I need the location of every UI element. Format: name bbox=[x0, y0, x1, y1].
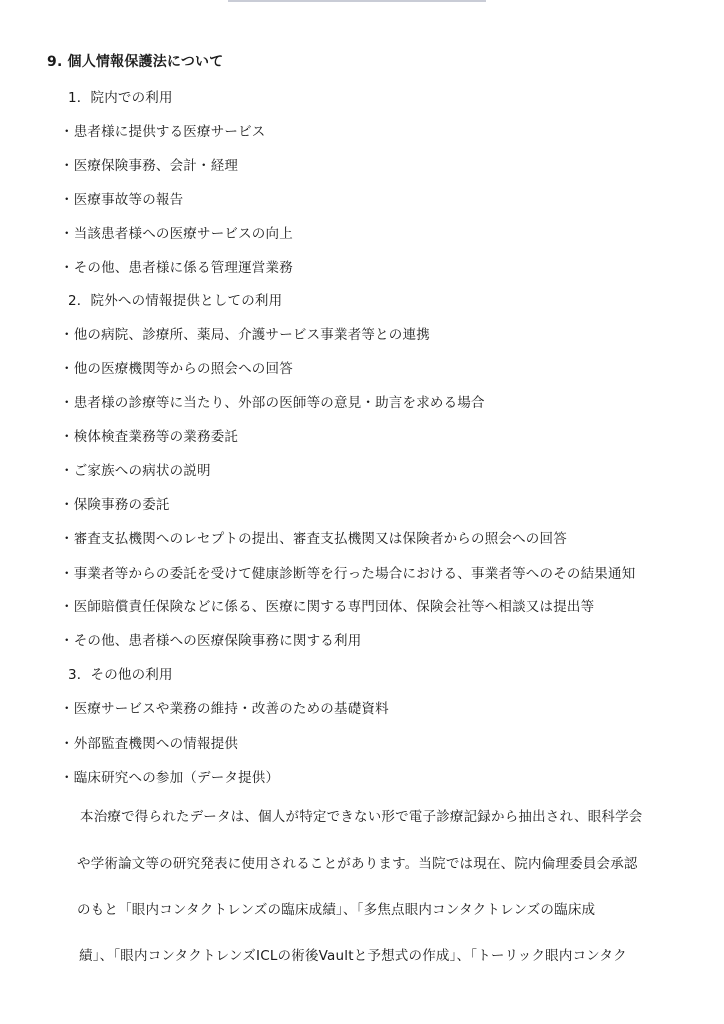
list-item: ・審査支払機関へのレセプトの提出、審査支払機関又は保険者からの照会への回答 bbox=[60, 531, 567, 547]
list-item: ・外部監査機関への情報提供 bbox=[60, 736, 239, 752]
paragraph-line: や学術論文等の研究発表に使用されることがあります。当院では現在、院内倫理委員会承認 bbox=[77, 856, 638, 872]
list-item: ・医療事故等の報告 bbox=[60, 192, 184, 208]
list-item: ・保険事務の委託 bbox=[60, 497, 170, 513]
list-item: ・当該患者様への医療サービスの向上 bbox=[60, 226, 293, 242]
subsection-heading-1: 1．院内での利用 bbox=[68, 90, 173, 106]
list-item: ・医師賠償責任保険などに係る、医療に関する専門団体、保険会社等へ相談又は提出等 bbox=[60, 599, 595, 615]
subsection-heading-3: 3．その他の利用 bbox=[68, 667, 173, 683]
scan-edge-line bbox=[228, 0, 486, 2]
section-title: 9. 個人情報保護法について bbox=[47, 54, 224, 70]
list-item: ・医療保険事務、会計・経理 bbox=[60, 158, 239, 174]
paragraph-line: のもと「眼内コンタクトレンズの臨床成績」、「多焦点眼内コンタクトレンズの臨床成 bbox=[77, 902, 596, 918]
list-item: ・検体検査業務等の業務委託 bbox=[60, 429, 239, 445]
paragraph-line: 本治療で得られたデータは、個人が特定できない形で電子診療記録から抽出され、眼科学会 bbox=[80, 809, 643, 825]
paragraph-line: 績」、「眼内コンタクトレンズICLの術後Vaultと予想式の作成」、「トーリック眼内コンタク bbox=[79, 948, 627, 964]
list-item: ・他の病院、診療所、薬局、介護サービス事業者等との連携 bbox=[60, 327, 430, 343]
subsection-heading-2: 2．院外への情報提供としての利用 bbox=[68, 293, 283, 309]
list-item: ・患者様の診療等に当たり、外部の医師等の意見・助言を求める場合 bbox=[60, 395, 485, 411]
list-item: ・その他、患者様への医療保険事務に関する利用 bbox=[60, 633, 362, 649]
list-item: ・臨床研究への参加（データ提供） bbox=[60, 770, 280, 786]
list-item: ・事業者等からの委託を受けて健康診断等を行った場合における、事業者等へのその結果通知 bbox=[60, 566, 636, 582]
list-item: ・その他、患者様に係る管理運営業務 bbox=[60, 260, 293, 276]
list-item: ・他の医療機関等からの照会への回答 bbox=[60, 361, 293, 377]
list-item: ・患者様に提供する医療サービス bbox=[60, 124, 266, 140]
list-item: ・ご家族への病状の説明 bbox=[60, 463, 211, 479]
list-item: ・医療サービスや業務の維持・改善のための基礎資料 bbox=[60, 701, 389, 717]
